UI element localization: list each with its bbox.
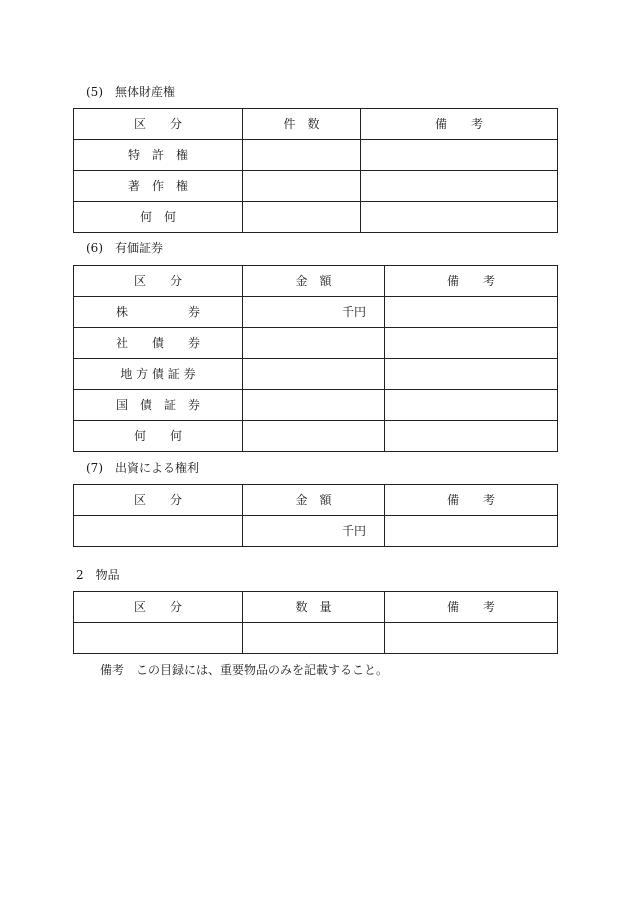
table-row (74, 202, 558, 233)
table-header-row (74, 592, 558, 623)
amount-cell (243, 421, 385, 452)
column-header-amount: 金 額 (243, 266, 385, 297)
table-row (74, 516, 558, 547)
table-row (74, 421, 558, 452)
row-label: 地 方 債 証 券 (74, 359, 243, 390)
table-row (74, 297, 558, 328)
remarks-cell (385, 421, 558, 452)
remarks-cell (385, 390, 558, 421)
column-header-quantity: 数 量 (243, 592, 385, 623)
remarks-cell (361, 140, 558, 171)
remarks-cell (385, 328, 558, 359)
remarks-note: 備考 この目録には、重要物品のみを記載すること。 (100, 663, 389, 677)
remarks-cell (385, 297, 558, 328)
section-heading-investment-rights: (7) 出資による権利 (86, 461, 199, 475)
column-header-remarks: 備 考 (385, 485, 558, 516)
row-label: 社 債 券 (74, 328, 243, 359)
amount-cell (243, 390, 385, 421)
amount-cell: 千円 (243, 516, 385, 547)
count-cell (243, 140, 361, 171)
row-label: 国 債 証 券 (74, 390, 243, 421)
row-label: 特 許 権 (74, 140, 243, 171)
section-heading-intangible-property: (5) 無体財産権 (86, 85, 175, 99)
table-row (74, 359, 558, 390)
column-header-amount: 金 額 (243, 485, 385, 516)
table-header-row (74, 266, 558, 297)
row-label (74, 516, 243, 547)
row-label: 株 券 (74, 297, 243, 328)
row-label: 何 何 (74, 202, 243, 233)
table-row (74, 171, 558, 202)
remarks-cell (361, 171, 558, 202)
remarks-cell (361, 202, 558, 233)
amount-cell (243, 359, 385, 390)
investment-rights-table (73, 484, 558, 547)
table-row (74, 623, 558, 654)
section-heading-securities: (6) 有価証券 (86, 241, 163, 255)
row-label: 何 何 (74, 421, 243, 452)
securities-table (73, 265, 558, 452)
column-header-category: 区 分 (74, 485, 243, 516)
count-cell (243, 171, 361, 202)
section-heading-goods: 2 物品 (76, 568, 120, 582)
row-label: 著 作 権 (74, 171, 243, 202)
table-header-row (74, 485, 558, 516)
column-header-category: 区 分 (74, 266, 243, 297)
column-header-category: 区 分 (74, 592, 243, 623)
column-header-remarks: 備 考 (385, 266, 558, 297)
remarks-cell (385, 359, 558, 390)
column-header-remarks: 備 考 (361, 109, 558, 140)
count-cell (243, 202, 361, 233)
table-row (74, 390, 558, 421)
intangible-property-table (73, 108, 558, 233)
table-row (74, 140, 558, 171)
goods-table (73, 591, 558, 654)
remarks-cell (385, 623, 558, 654)
column-header-count: 件 数 (243, 109, 361, 140)
table-row (74, 328, 558, 359)
table-header-row (74, 109, 558, 140)
quantity-cell (243, 623, 385, 654)
row-label (74, 623, 243, 654)
amount-cell (243, 328, 385, 359)
column-header-category: 区 分 (74, 109, 243, 140)
column-header-remarks: 備 考 (385, 592, 558, 623)
amount-cell: 千円 (243, 297, 385, 328)
remarks-cell (385, 516, 558, 547)
